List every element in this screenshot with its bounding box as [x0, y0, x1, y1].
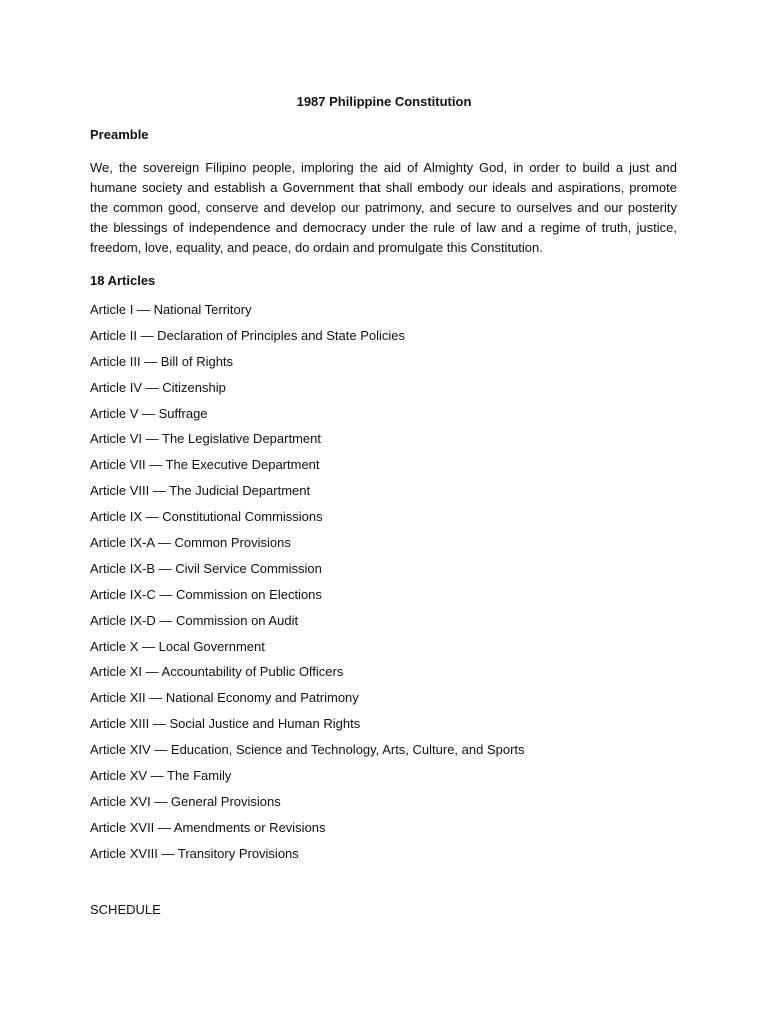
- article-item: Article VII — The Executive Department: [90, 457, 320, 473]
- article-item: Article IX-D — Commission on Audit: [90, 612, 299, 628]
- article-item: Article XVII — Amendments or Revisions: [90, 819, 326, 835]
- article-item: Article XVIII — Transitory Provisions: [90, 845, 299, 861]
- schedule-label: SCHEDULE: [90, 902, 161, 917]
- article-item: Article XII — National Economy and Patrimony: [90, 690, 359, 706]
- article-item: Article I — National Territory: [90, 302, 252, 317]
- article-item: Article IX-B — Civil Service Commission: [90, 560, 322, 576]
- article-item: Article IV — Citizenship: [90, 379, 226, 395]
- document-title: 1987 Philippine Constitution: [296, 94, 472, 109]
- articles-list: [90, 300, 525, 870]
- article-item: Article XIV — Education, Science and Technology, Arts, Culture, and Sports: [90, 742, 525, 758]
- article-item: Article XVI — General Provisions: [90, 793, 281, 809]
- article-item: Article XI — Accountability of Public Officers: [90, 664, 344, 680]
- article-item: Article XIII — Social Justice and Human Rights: [90, 716, 361, 732]
- article-item: Article II — Declaration of Principles and State Policies: [90, 327, 406, 343]
- article-item: Article III — Bill of Rights: [90, 353, 234, 369]
- article-item: Article IX-A — Common Provisions: [90, 535, 291, 551]
- article-item: Article V — Suffrage: [90, 405, 208, 421]
- preamble-heading: Preamble: [90, 127, 149, 142]
- article-item: Article XV — The Family: [90, 768, 232, 784]
- article-item: Article IX-C — Commission on Elections: [90, 586, 322, 602]
- articles-heading: 18 Articles: [90, 273, 156, 288]
- article-item: Article IX — Constitutional Commissions: [90, 509, 323, 525]
- preamble-text: We, the sovereign Filipino people, imploring the aid of Almighty God, in order to build a just and humane society and establish a Government that shall embody our ideals and aspirations, promote the common good, conserve and develop our patrimony, and secure to ourselves and our posterity the blessings of independence and democracy under the rule of law and a regime of truth, justice, freedom, love, equality, and peace, do ordain and promulgate this Constitution.: [90, 160, 677, 255]
- article-item: Article VIII — The Judicial Department: [90, 483, 311, 499]
- article-item: Article X — Local Government: [90, 638, 265, 654]
- article-item: Article VI — The Legislative Department: [90, 431, 321, 447]
